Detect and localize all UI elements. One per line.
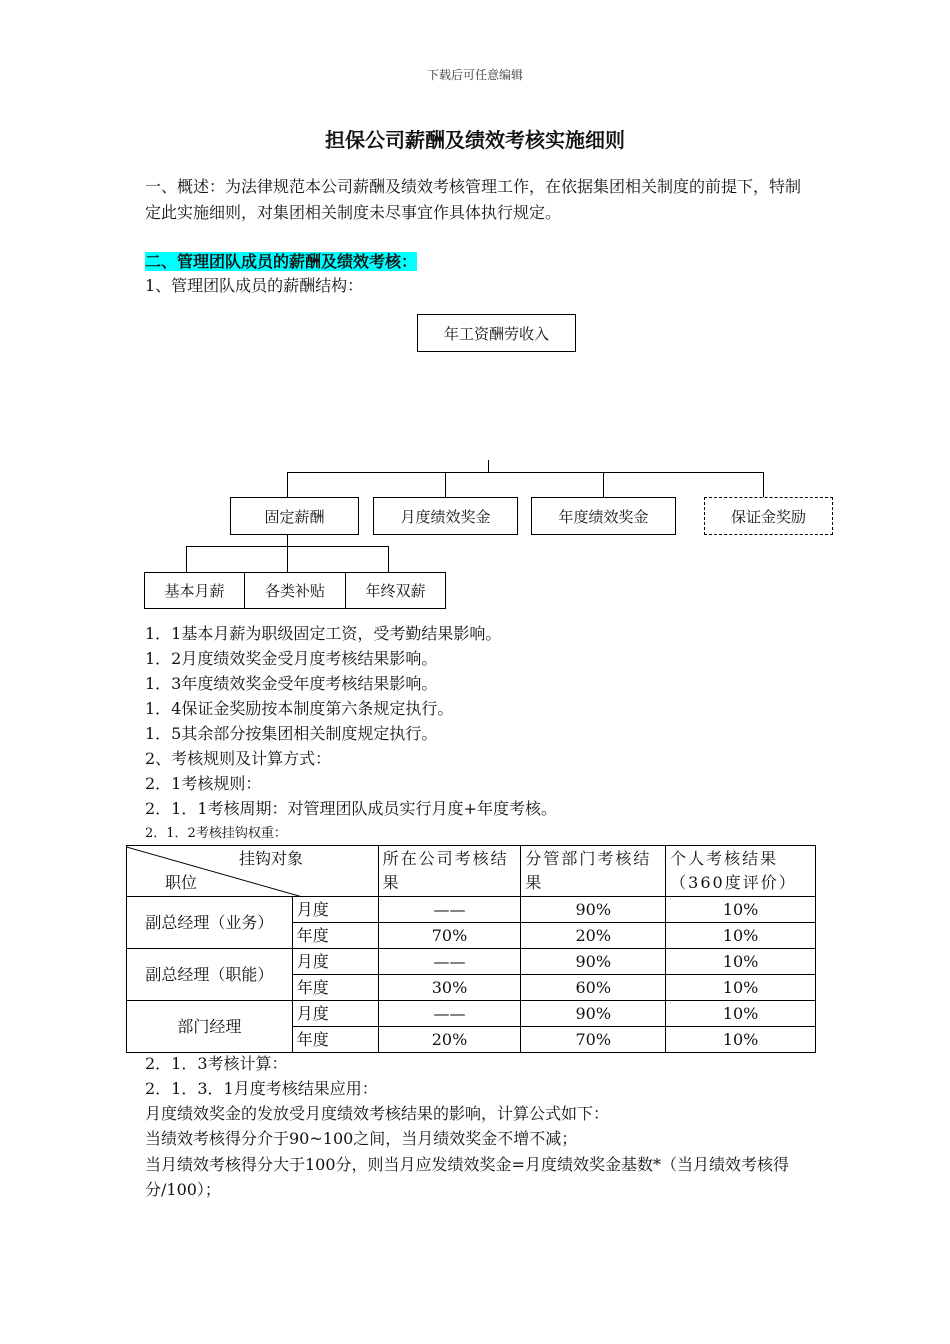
- value-cell: ——: [378, 949, 521, 975]
- value-cell: ——: [378, 1001, 521, 1027]
- overview-paragraph: 一、概述：为法律规范本公司薪酬及绩效考核管理工作，在依据集团相关制度的前提下，特制定此实施细则，对集团相关制度未尽事宜作具体执行规定。: [145, 177, 802, 222]
- value-cell: 90%: [521, 897, 666, 923]
- value-cell: 90%: [521, 1001, 666, 1027]
- table-header-row: [127, 846, 816, 897]
- value-cell: 20%: [521, 923, 666, 949]
- org-connector: [488, 460, 489, 472]
- value-cell: 10%: [666, 975, 816, 1001]
- list-item: 2．1．3．1月度考核结果应用：: [145, 1079, 378, 1098]
- period-cell: 月度: [292, 1001, 378, 1027]
- org-base-salary: 基本月薪: [144, 572, 245, 609]
- list-item: 2．1．2考核挂钩权重：: [145, 826, 287, 841]
- org-fixed-pay: 固定薪酬: [230, 497, 359, 535]
- list-item: 当绩效考核得分介于90~100之间，当月绩效奖金不增不减；: [145, 1129, 578, 1148]
- org-connector: [287, 535, 288, 546]
- value-cell: ——: [378, 897, 521, 923]
- value-cell: 10%: [666, 923, 816, 949]
- table-row: [127, 949, 816, 975]
- org-connector: [603, 472, 604, 497]
- org-monthly-bonus: 月度绩效奖金: [373, 497, 518, 535]
- value-cell: 90%: [521, 949, 666, 975]
- weight-table: [126, 845, 816, 1053]
- header-note: 下载后可任意编辑: [426, 68, 523, 82]
- org-root: 年工资酬劳收入: [417, 314, 576, 352]
- list-item: 1．5其余部分按集团相关制度规定执行。: [145, 724, 438, 743]
- column-header: 分管部门考核结果: [521, 846, 666, 897]
- value-cell: 10%: [666, 949, 816, 975]
- org-connector: [287, 546, 288, 572]
- table-row: [127, 897, 816, 923]
- org-connector: [186, 546, 187, 572]
- period-cell: 月度: [292, 897, 378, 923]
- org-connector: [763, 472, 764, 497]
- org-connector: [445, 472, 446, 497]
- value-cell: 10%: [666, 897, 816, 923]
- corner-top-label: 挂钩对象: [239, 849, 304, 868]
- org-annual-bonus: 年度绩效奖金: [531, 497, 676, 535]
- list-item: 1．2月度绩效奖金受月度考核结果影响。: [145, 649, 438, 668]
- value-cell: 20%: [378, 1027, 521, 1053]
- period-cell: 年度: [292, 923, 378, 949]
- column-header: 个人考核结果（360度评价）: [666, 846, 816, 897]
- value-cell: 10%: [666, 1027, 816, 1053]
- org-year-end-bonus: 年终双薪: [345, 572, 446, 609]
- formula-paragraph: 当月绩效考核得分大于100分，则当月应发绩效奖金=月度绩效奖金基数*（当月绩效考核得分/100）；: [145, 1155, 789, 1199]
- value-cell: 70%: [378, 923, 521, 949]
- section-heading-text: 二、管理团队成员的薪酬及绩效考核：: [145, 252, 418, 271]
- list-item: 1．3年度绩效奖金受年度考核结果影响。: [145, 674, 438, 693]
- table-row: [127, 1001, 816, 1027]
- value-cell: 60%: [521, 975, 666, 1001]
- page-title: 担保公司薪酬及绩效考核实施细则: [325, 128, 625, 152]
- org-connector: [388, 546, 389, 572]
- list-item: 2．1．1考核周期：对管理团队成员实行月度+年度考核。: [145, 799, 557, 818]
- list-item: 2．1考核规则：: [145, 774, 262, 793]
- value-cell: 30%: [378, 975, 521, 1001]
- period-cell: 年度: [292, 1027, 378, 1053]
- value-cell: 70%: [521, 1027, 666, 1053]
- corner-bottom-label: 职位: [165, 873, 198, 892]
- list-item: 2、考核规则及计算方式：: [145, 749, 332, 768]
- position-cell: 副总经理（业务）: [127, 897, 293, 949]
- list-item: 1．1基本月薪为职级固定工资，受考勤结果影响。: [145, 624, 502, 643]
- position-cell: 副总经理（职能）: [127, 949, 293, 1001]
- position-cell: 部门经理: [127, 1001, 293, 1053]
- section-heading: [145, 250, 417, 274]
- table-corner-cell: [127, 846, 379, 897]
- list-item: 月度绩效奖金的发放受月度绩效考核结果的影响，计算公式如下：: [145, 1104, 610, 1123]
- value-cell: 10%: [666, 1001, 816, 1027]
- period-cell: 年度: [292, 975, 378, 1001]
- subsection-1: 1、管理团队成员的薪酬结构：: [145, 276, 364, 295]
- org-connector: [287, 472, 763, 473]
- org-deposit-reward: 保证金奖励: [704, 497, 833, 535]
- list-item: 2．1．3考核计算：: [145, 1054, 288, 1073]
- column-header: 所在公司考核结果: [378, 846, 521, 897]
- period-cell: 月度: [292, 949, 378, 975]
- org-connector: [287, 472, 288, 497]
- list-item: 1．4保证金奖励按本制度第六条规定执行。: [145, 699, 454, 718]
- org-allowances: 各类补贴: [244, 572, 346, 609]
